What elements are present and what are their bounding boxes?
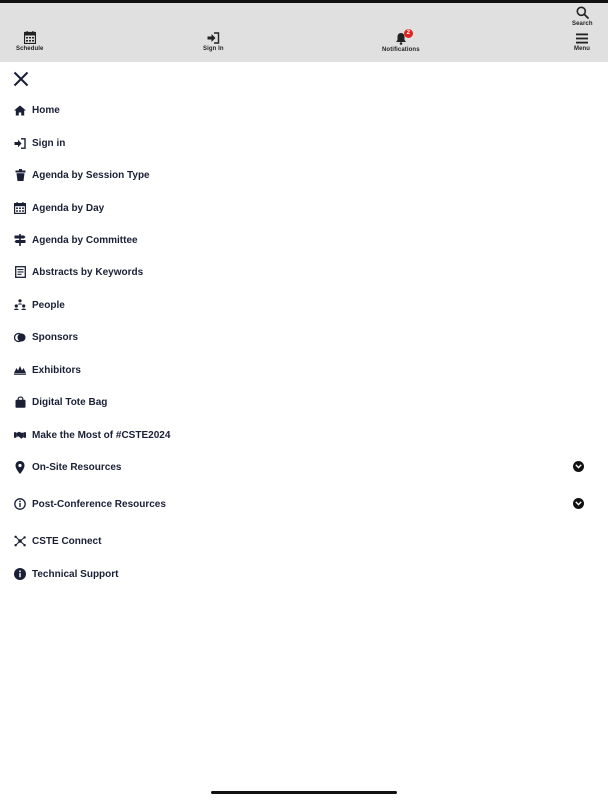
menu-item-post-conference-resources[interactable]: Post-Conference Resources — [14, 493, 594, 515]
notification-badge: 2 — [404, 29, 413, 38]
expand-chevron-icon[interactable] — [573, 498, 584, 509]
close-menu-button[interactable] — [12, 70, 30, 88]
sign-in-label: Sign In — [203, 46, 224, 52]
menu-label: Menu — [574, 46, 591, 52]
menu-item-exhibitors[interactable]: Exhibitors — [14, 359, 594, 381]
info-filled-icon — [14, 568, 26, 580]
network-icon — [14, 535, 26, 547]
hamburger-icon — [576, 33, 588, 44]
info-icon — [14, 498, 26, 510]
home-icon — [14, 104, 26, 116]
expand-chevron-icon[interactable] — [573, 461, 584, 472]
cup-icon — [14, 169, 26, 181]
schedule-label: Schedule — [16, 46, 44, 52]
bag-icon — [14, 396, 26, 408]
sign-in-icon — [207, 32, 220, 44]
signpost-icon — [14, 234, 26, 246]
menu-item-technical-support[interactable]: Technical Support — [14, 563, 594, 585]
sign-in-tab[interactable] — [203, 32, 224, 52]
menu-item-sponsors[interactable]: Sponsors — [14, 326, 594, 348]
menu-item-agenda-committee[interactable]: Agenda by Committee — [14, 229, 594, 251]
home-indicator[interactable] — [211, 791, 397, 794]
search-label: Search — [572, 21, 593, 27]
search-icon — [576, 6, 589, 19]
calendar-icon — [24, 31, 36, 44]
menu-item-on-site-resources[interactable]: On-Site Resources — [14, 456, 594, 478]
map-pin-icon — [14, 461, 26, 473]
menu-item-home[interactable]: Home — [14, 99, 594, 121]
menu-item-people[interactable]: People — [14, 294, 594, 316]
notifications-label: Notifications — [382, 47, 420, 53]
menu-item-tote-bag[interactable]: Digital Tote Bag — [14, 391, 594, 413]
handshake-icon — [14, 429, 26, 441]
menu-item-make-the-most[interactable]: Make the Most of #CSTE2024 — [14, 424, 594, 446]
menu-item-agenda-session-type[interactable]: Agenda by Session Type — [14, 164, 594, 186]
menu-tab[interactable] — [574, 33, 590, 52]
document-icon — [14, 266, 26, 278]
sponsors-icon — [14, 331, 26, 343]
menu-item-abstracts[interactable]: Abstracts by Keywords — [14, 261, 594, 283]
close-icon — [12, 70, 30, 88]
calendar-icon — [14, 202, 26, 214]
menu-item-agenda-day[interactable]: Agenda by Day — [14, 197, 594, 219]
menu-item-sign-in[interactable]: Sign in — [14, 132, 594, 154]
menu-item-cste-connect[interactable]: CSTE Connect — [14, 530, 594, 552]
exhibitors-icon — [14, 364, 26, 376]
schedule-tab[interactable] — [16, 31, 43, 52]
sign-in-icon — [14, 137, 26, 149]
top-navigation-bar — [0, 0, 608, 62]
search-tab[interactable] — [572, 6, 593, 27]
people-icon — [14, 299, 26, 311]
notifications-tab[interactable] — [382, 32, 420, 53]
